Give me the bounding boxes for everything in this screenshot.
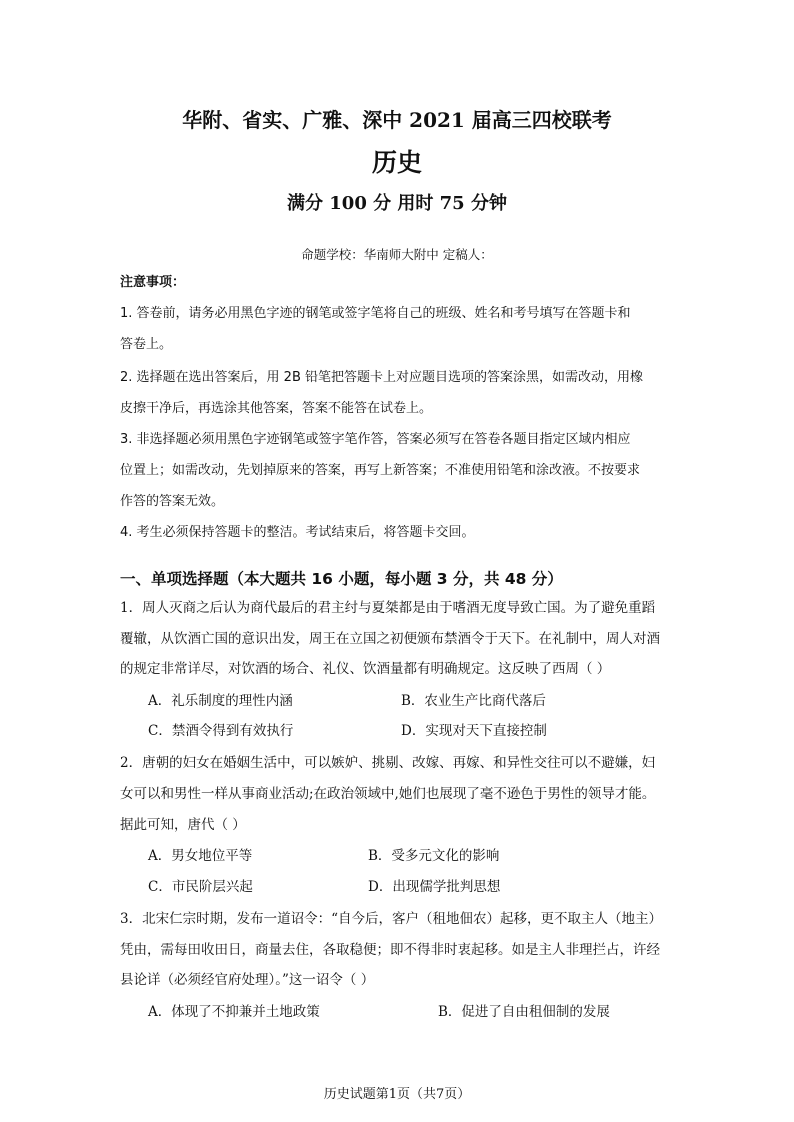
question-1-line: 的规定非常详尽，对饮酒的场合、礼仪、饮酒量都有明确规定。这反映了西周（ ） <box>120 661 611 677</box>
question-2-option-a: A．男女地位平等 <box>148 848 253 864</box>
question-2-line: 据此可知，唐代（ ） <box>120 817 246 833</box>
question-1-line: 覆辙，从饮酒亡国的意识出发，周王在立国之初便颁布禁酒令于天下。在礼制中，周人对酒 <box>120 631 660 647</box>
question-3-option-a: A．体现了不抑兼并土地政策 <box>148 1004 320 1020</box>
exam-title: 华附、省实、广雅、深中 2021 届高三四校联考 <box>182 108 612 132</box>
notice-line: 3. 非选择题必须用黑色字迹钢笔或签字笔作答，答案必须写在答卷各题目指定区域内相应 <box>120 432 631 447</box>
notice-line: 作答的答案无效。 <box>120 494 225 509</box>
question-1-option-c: C．禁酒令得到有效执行 <box>148 723 294 739</box>
notice-line: 答卷上。 <box>120 337 173 352</box>
school-line: 命题学校：华南师大附中 定稿人： <box>301 247 493 262</box>
question-2-line: 2．唐朝的妇女在婚姻生活中，可以嫉妒、挑剔、改嫁、再嫁、和异性交往可以不避嫌，妇 <box>120 755 656 771</box>
notice-line: 2. 选择题在选出答案后，用 2B 铅笔把答题卡上对应题目选项的答案涂黑，如需改动，用橡 <box>120 370 643 385</box>
question-1-line: 1．周人灭商之后认为商代最后的君主纣与夏桀都是由于嗜酒无度导致亡国。为了避免重蹈 <box>120 600 656 616</box>
page-footer: 历史试题第1页（共7页） <box>323 1087 471 1102</box>
question-2-line: 女可以和男性一样从事商业活动;在政治领域中,她们也展现了毫不逊色于男性的领导才能。 <box>120 786 656 802</box>
score-time: 满分 100 分 用时 75 分钟 <box>287 193 507 214</box>
notice-heading: 注意事项： <box>120 275 186 290</box>
notice-line: 位置上；如需改动，先划掉原来的答案，再写上新答案；不准使用铅笔和涂改液。不按要求 <box>120 463 641 478</box>
question-3-line: 3．北宋仁宗时期，发布一道诏令：“自今后，客户（租地佃农）起移，更不取主人（地主） <box>120 911 662 927</box>
subject-title: 历史 <box>371 148 422 177</box>
question-1-option-d: D．实现对天下直接控制 <box>401 723 547 739</box>
question-2-option-b: B．受多元文化的影响 <box>368 848 500 864</box>
notice-line: 4. 考生必须保持答题卡的整洁。考试结束后，将答题卡交回。 <box>120 525 475 540</box>
question-3-option-b: B．促进了自由租佃制的发展 <box>438 1004 610 1020</box>
section-heading: 一、单项选择题（本大题共 16 小题，每小题 3 分，共 48 分） <box>120 570 563 588</box>
question-1-option-a: A．礼乐制度的理性内涵 <box>148 693 293 709</box>
question-2-option-c: C．市民阶层兴起 <box>148 879 253 895</box>
notice-line: 皮擦干净后，再选涂其他答案，答案不能答在试卷上。 <box>120 401 433 416</box>
question-1-option-b: B．农业生产比商代落后 <box>401 693 546 709</box>
question-3-line: 凭由，需每田收田日，商量去住，各取稳便；即不得非时衷起移。如是主人非理拦占，许经 <box>120 942 660 958</box>
notice-line: 1. 答卷前，请务必用黑色字迹的钢笔或签字笔将自己的班级、姓名和考号填写在答题卡和 <box>120 306 631 321</box>
question-3-line: 县论详（必须经官府处理）。”这一诏令（ ） <box>120 972 375 988</box>
question-2-option-d: D．出现儒学批判思想 <box>368 879 501 895</box>
